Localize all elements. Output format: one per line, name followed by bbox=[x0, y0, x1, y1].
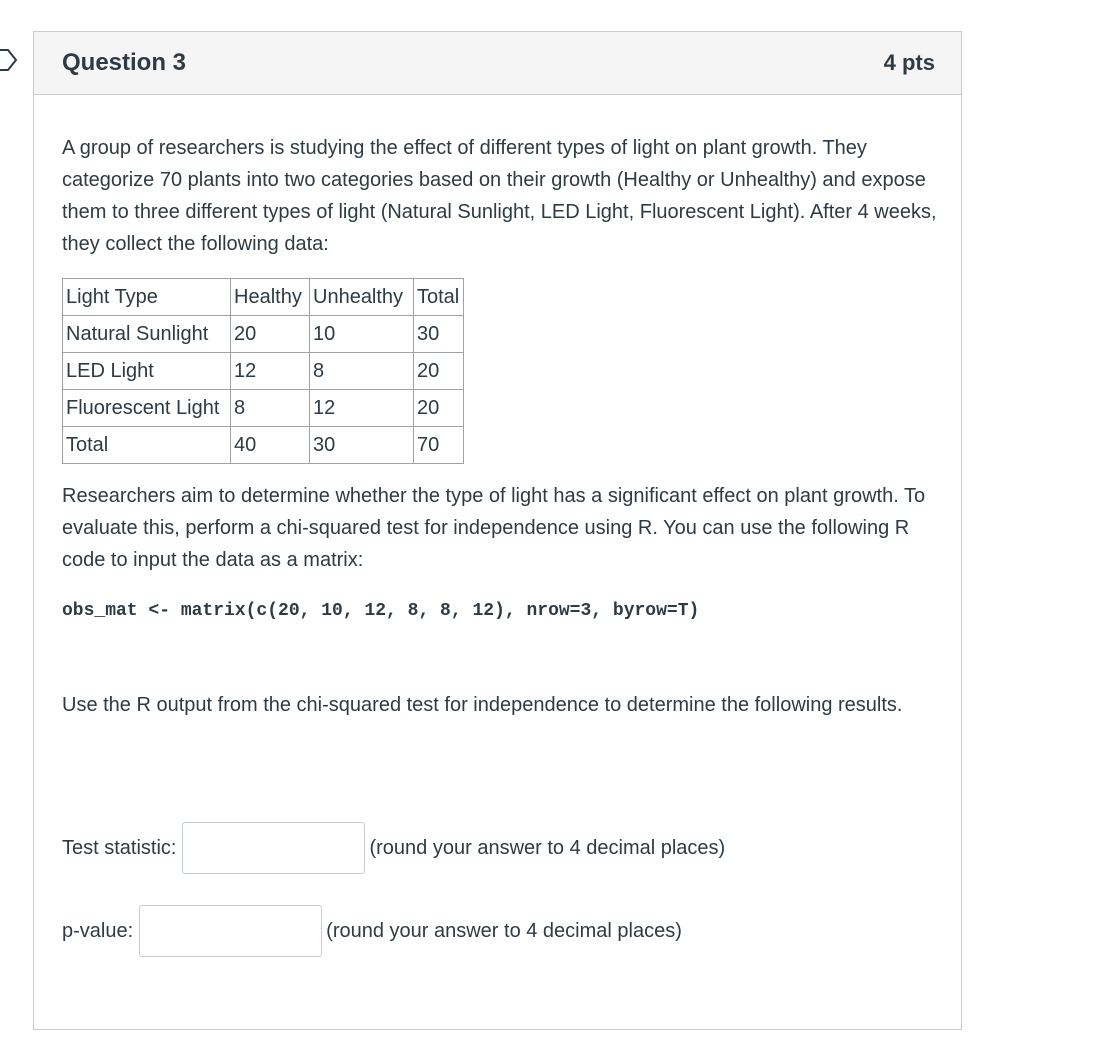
prompt-text: Use the R output from the chi-squared test for independence to determine the following results. bbox=[62, 694, 903, 716]
p-value-label: p-value: bbox=[62, 919, 134, 942]
test-statistic-hint: (round your answer to 4 decimal places) bbox=[369, 836, 726, 859]
table-row bbox=[63, 390, 464, 427]
p-value-row bbox=[62, 905, 682, 957]
question-card bbox=[33, 31, 962, 1030]
table-cell: 8 bbox=[310, 353, 414, 390]
table-cell: Fluorescent Light bbox=[63, 390, 231, 427]
r-code-snippet: obs_mat <- matrix(c(20, 10, 12, 8, 8, 12), nrow=3, byrow=T) bbox=[62, 601, 700, 621]
question-title: Question 3 bbox=[62, 49, 187, 76]
table-cell: 30 bbox=[414, 316, 464, 353]
test-statistic-label: Test statistic: bbox=[62, 836, 177, 859]
table-header-cell: Unhealthy bbox=[310, 279, 414, 316]
instructions-text: Researchers aim to determine whether the type of light has a significant effect on plant growth. To evaluate this, perform a chi-squared test for independence using R. You can use the following R code to input the data as a matrix: bbox=[62, 485, 926, 571]
p-value-input[interactable] bbox=[139, 905, 322, 957]
p-value-hint: (round your answer to 4 decimal places) bbox=[326, 919, 682, 942]
table-cell: Natural Sunlight bbox=[63, 316, 231, 353]
table-cell: Total bbox=[63, 427, 231, 464]
table-row bbox=[63, 316, 464, 353]
data-table bbox=[62, 278, 464, 464]
table-header-row bbox=[63, 279, 464, 316]
table-cell: 20 bbox=[231, 316, 310, 353]
intro-text: A group of researchers is studying the effect of different types of light on plant growth. They categorize 70 plants into two categories based on their growth (Healthy or Unhealthy) and expose them to three different types of light (Natural Sunlight, LED Light, Fluorescent Light). After 4 weeks, they collect the following data: bbox=[62, 137, 937, 255]
table-cell: 20 bbox=[414, 353, 464, 390]
table-cell: 20 bbox=[414, 390, 464, 427]
table-row bbox=[63, 353, 464, 390]
question-points: 4 pts bbox=[883, 50, 935, 75]
table-header-cell: Healthy bbox=[231, 279, 310, 316]
test-statistic-input[interactable] bbox=[182, 822, 365, 874]
table-total-row bbox=[63, 427, 464, 464]
table-cell: 8 bbox=[231, 390, 310, 427]
table-header-cell: Total bbox=[414, 279, 464, 316]
question-header bbox=[34, 32, 961, 95]
test-statistic-row bbox=[62, 822, 725, 874]
question-marker-icon bbox=[0, 48, 18, 72]
table-cell: 70 bbox=[414, 427, 464, 464]
question-body bbox=[62, 132, 942, 721]
table-cell: 10 bbox=[310, 316, 414, 353]
table-cell: 12 bbox=[310, 390, 414, 427]
table-cell: 30 bbox=[310, 427, 414, 464]
table-cell: 12 bbox=[231, 353, 310, 390]
table-header-cell: Light Type bbox=[63, 279, 231, 316]
table-cell: 40 bbox=[231, 427, 310, 464]
table-cell: LED Light bbox=[63, 353, 231, 390]
